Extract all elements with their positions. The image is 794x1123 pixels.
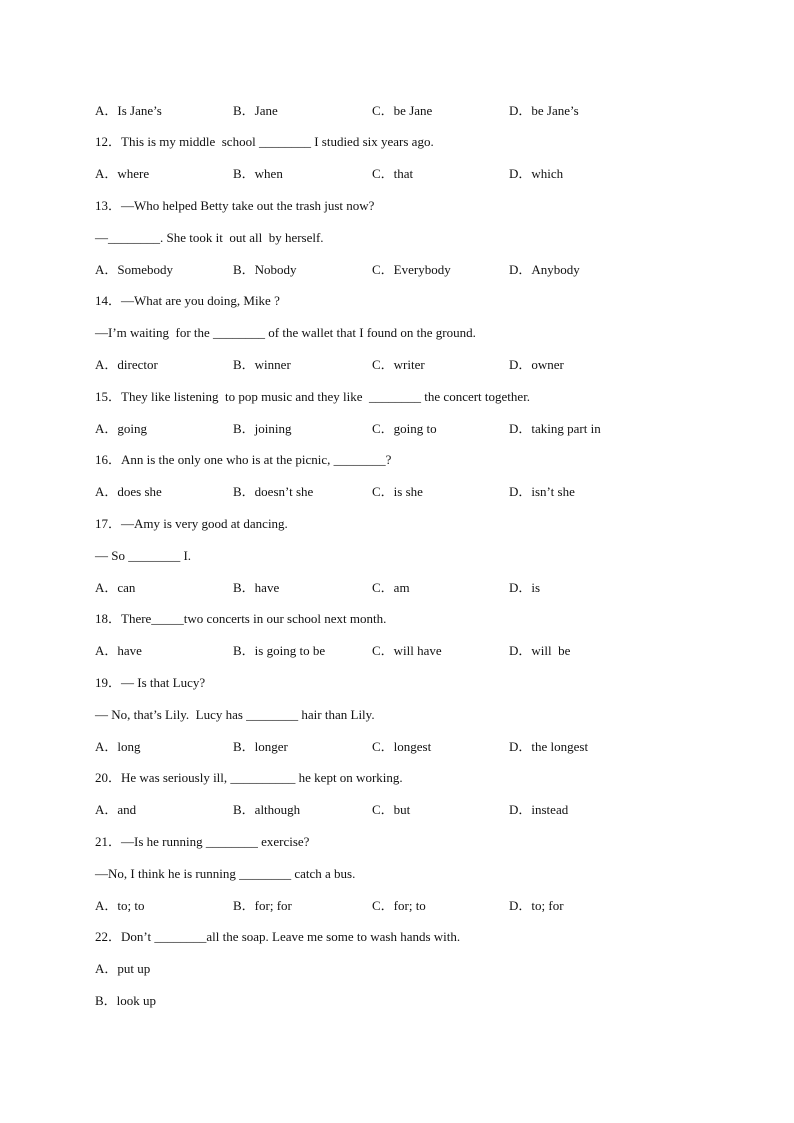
option-d: D．to; for (509, 898, 564, 913)
option-c: C．am (372, 580, 410, 595)
option-a: A．going (95, 421, 148, 436)
question-stem: 22．Don’t ________all the soap. Leave me some to wash hands with. (95, 929, 461, 944)
option-b: B．joining (233, 421, 292, 436)
option-a: A．to; to (95, 898, 145, 913)
option-c: C．is she (372, 484, 423, 499)
dialogue-line: —________. She took it out all by herself. (95, 230, 324, 245)
option-a: A．put up (95, 961, 151, 976)
option-a: A．director (95, 357, 158, 372)
question-stem: 12．This is my middle school ________ I studied six years ago. (95, 134, 434, 149)
option-c: C．writer (372, 357, 425, 372)
option-b: B．is going to be (233, 643, 326, 658)
option-a: A．Somebody (95, 262, 174, 277)
question-stem: 19．— Is that Lucy? (95, 675, 206, 690)
option-c: C．that (372, 166, 414, 181)
option-d: D．is (509, 580, 541, 595)
option-d: D．taking part in (509, 421, 601, 436)
question-stem: 18．There_____two concerts in our school next month. (95, 611, 387, 626)
option-b: B．have (233, 580, 280, 595)
option-c: C．going to (372, 421, 437, 436)
option-d: D．which (509, 166, 564, 181)
dialogue-line: — So ________ I. (95, 548, 192, 563)
option-a: A．where (95, 166, 150, 181)
option-d: D．Anybody (509, 262, 580, 277)
option-d: D．will be (509, 643, 571, 658)
option-c: C．for; to (372, 898, 426, 913)
dialogue-line: —No, I think he is running ________ catch a bus. (95, 866, 356, 881)
option-b: B．for; for (233, 898, 292, 913)
option-c: C．will have (372, 643, 442, 658)
question-stem: 13．—Who helped Betty take out the trash just now? (95, 198, 375, 213)
option-d: D．owner (509, 357, 564, 372)
option-b: B．winner (233, 357, 291, 372)
option-c: C．Everybody (372, 262, 451, 277)
option-c: C．longest (372, 739, 432, 754)
option-b: B．look up (95, 993, 157, 1008)
question-stem: 17．—Amy is very good at dancing. (95, 516, 288, 531)
option-d: D．the longest (509, 739, 589, 754)
question-stem: 16．Ann is the only one who is at the picnic, ________? (95, 452, 392, 467)
option-a: A．have (95, 643, 142, 658)
question-stem: 21．—Is he running ________ exercise? (95, 834, 310, 849)
option-a: A．Is Jane’s (95, 103, 162, 118)
option-b: B．although (233, 802, 301, 817)
option-a: A．can (95, 580, 136, 595)
question-stem: 20．He was seriously ill, __________ he kept on working. (95, 770, 403, 785)
question-stem: 15．They like listening to pop music and they like ________ the concert together. (95, 389, 531, 404)
option-a: A．does she (95, 484, 162, 499)
option-c: C．be Jane (372, 103, 433, 118)
option-c: C．but (372, 802, 411, 817)
dialogue-line: — No, that’s Lily. Lucy has ________ hair than Lily. (95, 707, 375, 722)
option-d: D．instead (509, 802, 569, 817)
option-d: D．isn’t she (509, 484, 575, 499)
option-b: B．longer (233, 739, 288, 754)
option-a: A．and (95, 802, 137, 817)
dialogue-line: —I’m waiting for the ________ of the wallet that I found on the ground. (95, 325, 476, 340)
option-b: B．when (233, 166, 283, 181)
question-stem: 14．—What are you doing, Mike ? (95, 293, 280, 308)
option-b: B．Nobody (233, 262, 297, 277)
option-b: B．doesn’t she (233, 484, 314, 499)
option-b: B．Jane (233, 103, 278, 118)
option-d: D．be Jane’s (509, 103, 579, 118)
option-a: A．long (95, 739, 141, 754)
